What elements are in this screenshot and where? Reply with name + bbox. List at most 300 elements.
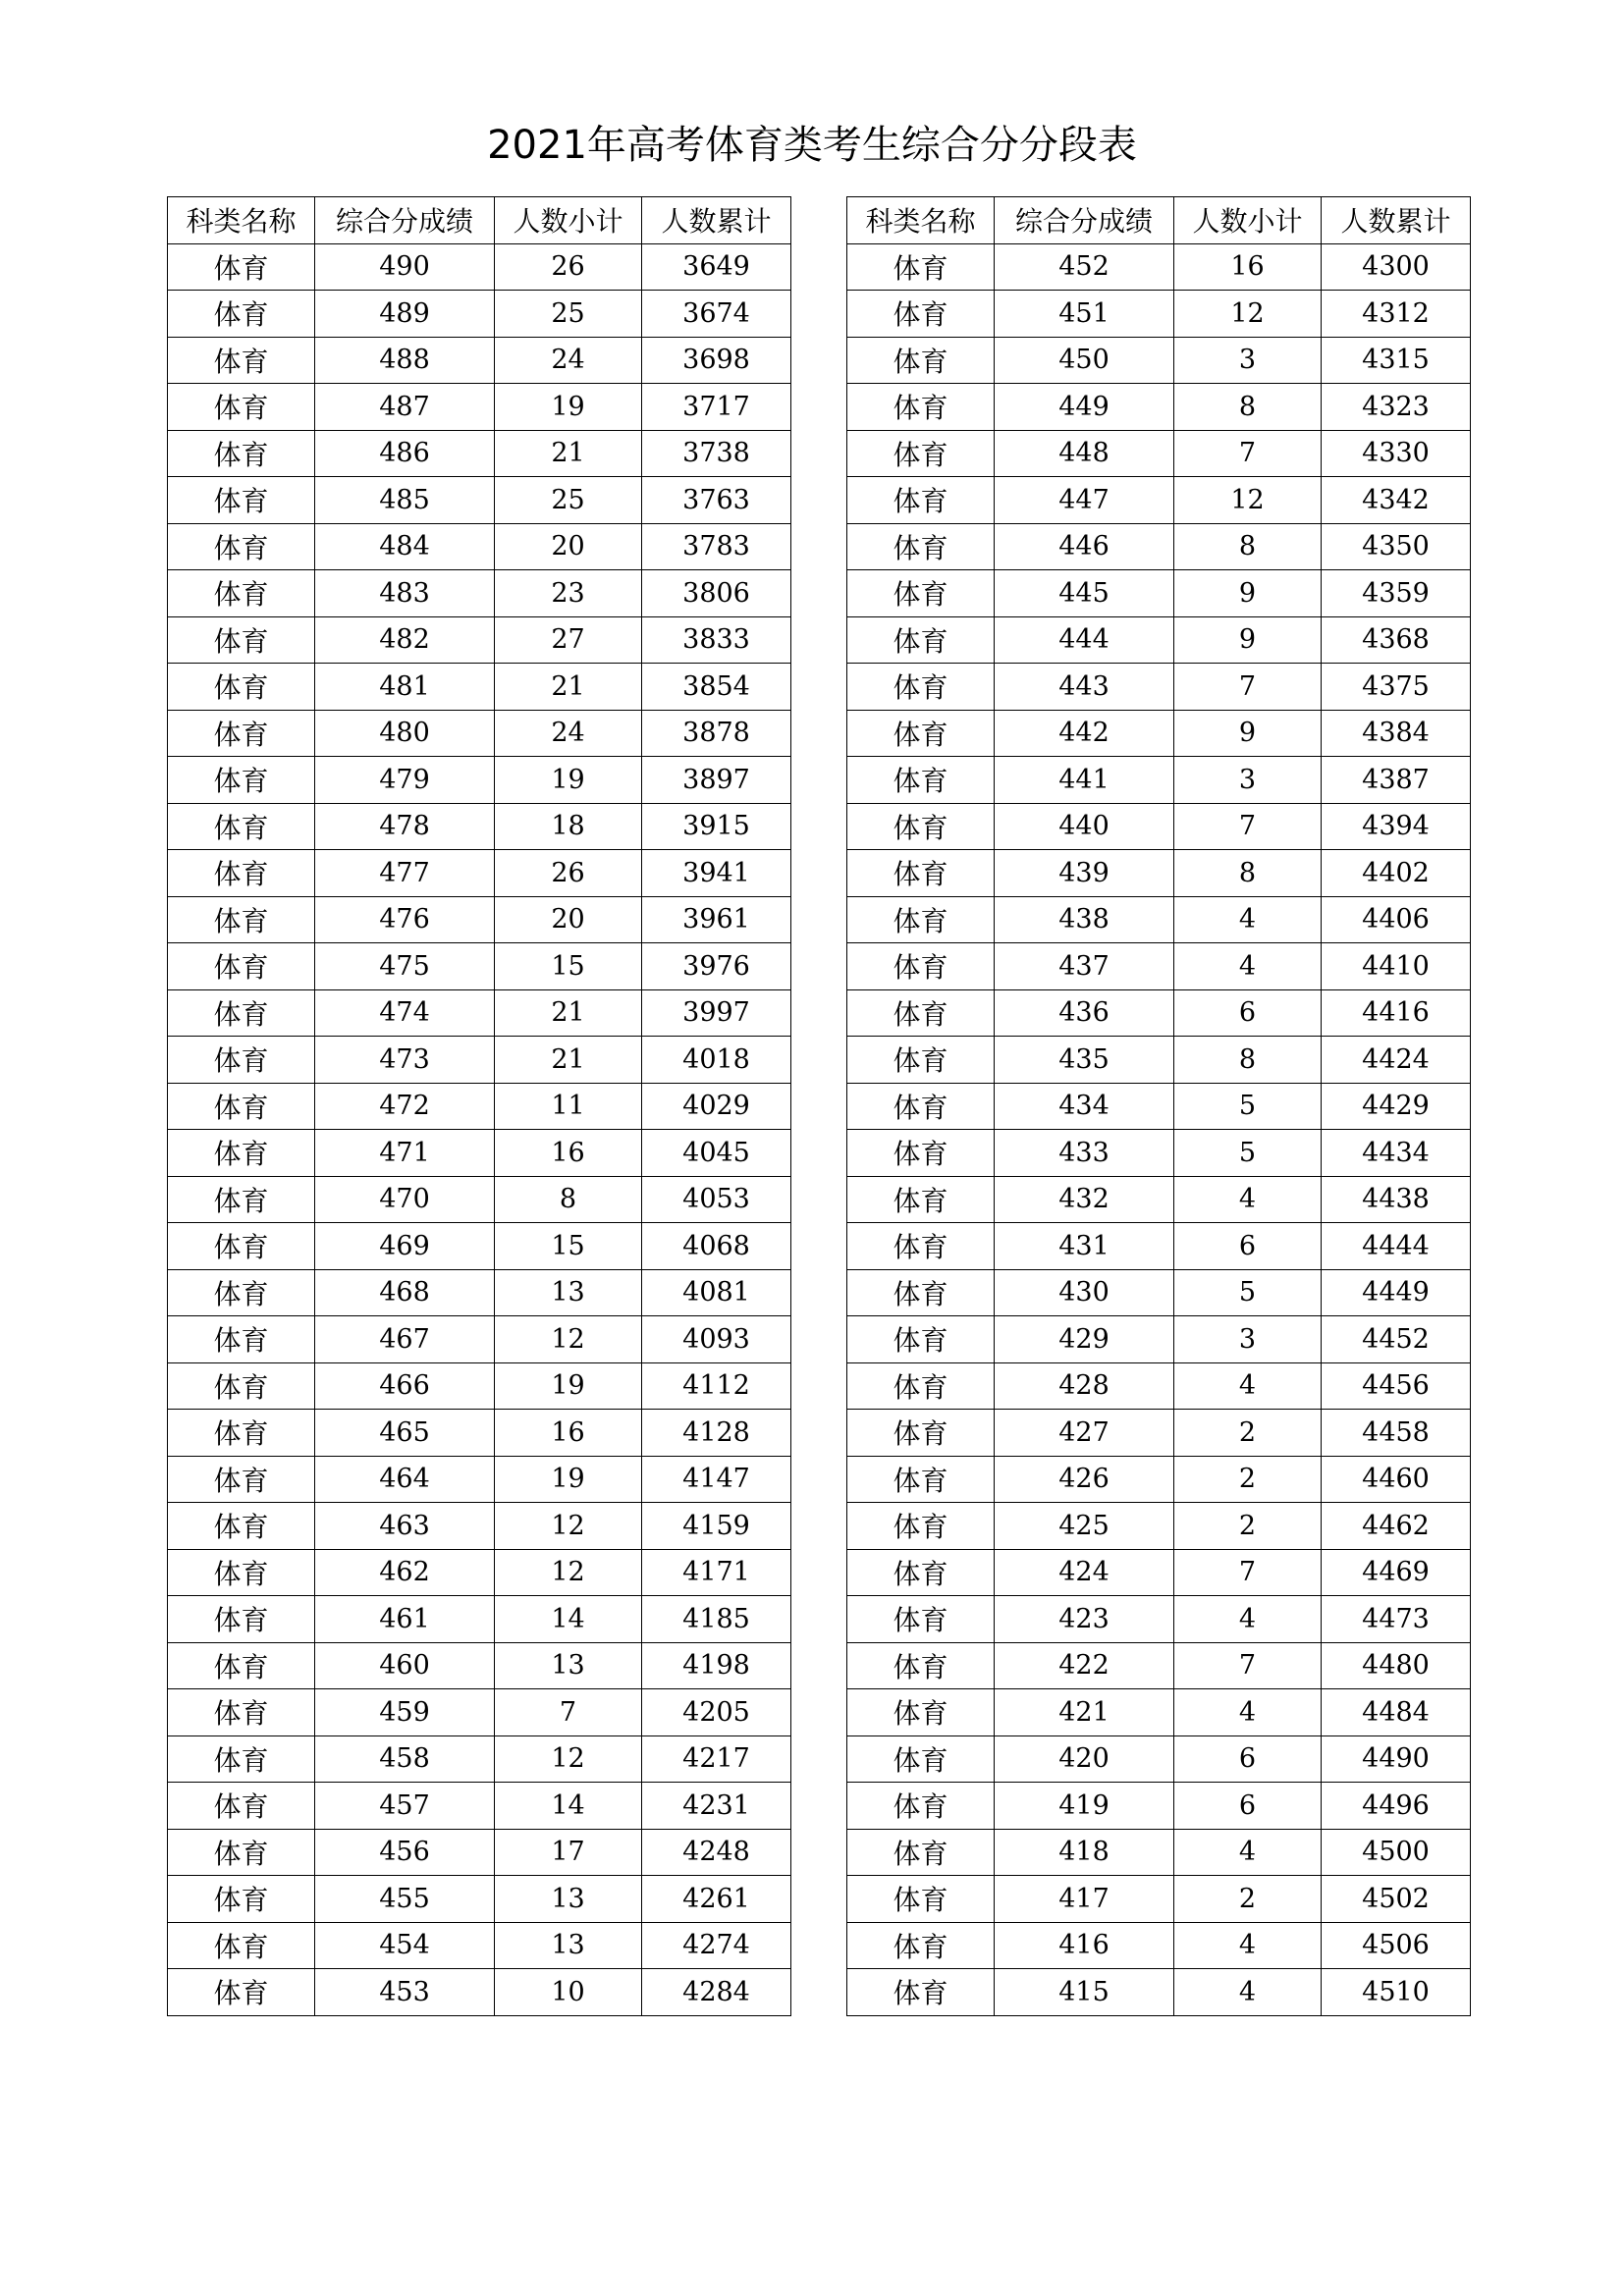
table-row — [847, 1083, 1471, 1130]
cell-subject: 体育 — [847, 1549, 995, 1596]
cell-subject: 体育 — [847, 1735, 995, 1783]
cell-score: 483 — [315, 570, 495, 617]
cell-count: 17 — [495, 1829, 642, 1876]
cell-score: 474 — [315, 989, 495, 1037]
cell-score: 484 — [315, 523, 495, 570]
table-row — [847, 1829, 1471, 1876]
cell-cumulative: 4112 — [642, 1362, 791, 1410]
cell-count: 4 — [1174, 896, 1322, 943]
cell-cumulative: 3961 — [642, 896, 791, 943]
cell-count: 12 — [1174, 477, 1322, 524]
table-row — [847, 616, 1471, 664]
cell-cumulative: 4093 — [642, 1316, 791, 1363]
cell-score: 457 — [315, 1783, 495, 1830]
table-row — [168, 1269, 791, 1316]
cell-subject: 体育 — [168, 430, 315, 477]
cell-score: 469 — [315, 1223, 495, 1270]
cell-subject: 体育 — [847, 1596, 995, 1643]
header-score: 综合分成绩 — [315, 197, 495, 244]
cell-subject: 体育 — [168, 1223, 315, 1270]
cell-score: 477 — [315, 850, 495, 897]
score-table-left — [167, 196, 791, 2016]
cell-count: 8 — [1174, 850, 1322, 897]
cell-count: 25 — [495, 291, 642, 338]
cell-score: 489 — [315, 291, 495, 338]
cell-subject: 体育 — [847, 337, 995, 384]
table-row — [168, 291, 791, 338]
cell-cumulative: 4323 — [1322, 384, 1471, 431]
table-row — [847, 1876, 1471, 1923]
cell-cumulative: 4452 — [1322, 1316, 1471, 1363]
cell-cumulative: 4018 — [642, 1037, 791, 1084]
table-row — [847, 477, 1471, 524]
cell-cumulative: 4429 — [1322, 1083, 1471, 1130]
cell-score: 460 — [315, 1642, 495, 1689]
table-row — [168, 1969, 791, 2016]
cell-count: 2 — [1174, 1503, 1322, 1550]
cell-subject: 体育 — [847, 384, 995, 431]
table-row — [847, 989, 1471, 1037]
table-row — [847, 430, 1471, 477]
cell-cumulative: 4159 — [642, 1503, 791, 1550]
cell-count: 4 — [1174, 1922, 1322, 1969]
cell-count: 16 — [495, 1410, 642, 1457]
table-row — [168, 989, 791, 1037]
cell-subject: 体育 — [847, 1316, 995, 1363]
cell-count: 4 — [1174, 1176, 1322, 1223]
cell-subject: 体育 — [847, 1410, 995, 1457]
cell-count: 8 — [495, 1176, 642, 1223]
cell-cumulative: 3976 — [642, 943, 791, 990]
cell-subject: 体育 — [168, 1549, 315, 1596]
table-row — [168, 1037, 791, 1084]
cell-count: 18 — [495, 803, 642, 850]
cell-cumulative: 3997 — [642, 989, 791, 1037]
table-row — [847, 1362, 1471, 1410]
table-row — [168, 1130, 791, 1177]
cell-score: 463 — [315, 1503, 495, 1550]
cell-cumulative: 4424 — [1322, 1037, 1471, 1084]
table-row — [847, 1269, 1471, 1316]
cell-score: 436 — [995, 989, 1174, 1037]
cell-subject: 体育 — [168, 1410, 315, 1457]
cell-subject: 体育 — [168, 1176, 315, 1223]
table-row — [168, 1735, 791, 1783]
cell-count: 7 — [1174, 1549, 1322, 1596]
cell-count: 14 — [495, 1596, 642, 1643]
cell-score: 458 — [315, 1735, 495, 1783]
cell-count: 3 — [1174, 1316, 1322, 1363]
cell-subject: 体育 — [168, 616, 315, 664]
cell-cumulative: 4274 — [642, 1922, 791, 1969]
cell-cumulative: 4350 — [1322, 523, 1471, 570]
table-row — [847, 896, 1471, 943]
table-row — [847, 523, 1471, 570]
table-row — [847, 1549, 1471, 1596]
cell-count: 13 — [495, 1642, 642, 1689]
cell-subject: 体育 — [847, 1456, 995, 1503]
cell-subject: 体育 — [168, 850, 315, 897]
cell-cumulative: 4406 — [1322, 896, 1471, 943]
cell-count: 4 — [1174, 943, 1322, 990]
cell-cumulative: 4081 — [642, 1269, 791, 1316]
header-score: 综合分成绩 — [995, 197, 1174, 244]
header-count: 人数小计 — [1174, 197, 1322, 244]
table-row — [168, 1876, 791, 1923]
cell-count: 5 — [1174, 1130, 1322, 1177]
cell-cumulative: 4171 — [642, 1549, 791, 1596]
cell-score: 447 — [995, 477, 1174, 524]
cell-subject: 体育 — [847, 1176, 995, 1223]
cell-score: 424 — [995, 1549, 1174, 1596]
cell-subject: 体育 — [847, 1503, 995, 1550]
table-row — [168, 1596, 791, 1643]
table-header-row — [847, 197, 1471, 244]
table-row — [847, 1735, 1471, 1783]
cell-score: 427 — [995, 1410, 1174, 1457]
cell-subject: 体育 — [847, 243, 995, 291]
cell-score: 416 — [995, 1922, 1174, 1969]
cell-score: 462 — [315, 1549, 495, 1596]
table-row — [168, 943, 791, 990]
cell-cumulative: 4185 — [642, 1596, 791, 1643]
table-row — [847, 664, 1471, 711]
cell-score: 470 — [315, 1176, 495, 1223]
table-row — [847, 1783, 1471, 1830]
cell-score: 435 — [995, 1037, 1174, 1084]
cell-score: 487 — [315, 384, 495, 431]
cell-count: 12 — [495, 1549, 642, 1596]
cell-score: 425 — [995, 1503, 1174, 1550]
cell-count: 4 — [1174, 1362, 1322, 1410]
cell-cumulative: 4384 — [1322, 710, 1471, 757]
cell-count: 4 — [1174, 1689, 1322, 1736]
cell-subject: 体育 — [168, 243, 315, 291]
table-row — [847, 384, 1471, 431]
cell-count: 7 — [1174, 430, 1322, 477]
cell-cumulative: 4300 — [1322, 243, 1471, 291]
cell-subject: 体育 — [847, 523, 995, 570]
table-row — [168, 243, 791, 291]
table-row — [168, 337, 791, 384]
cell-score: 442 — [995, 710, 1174, 757]
cell-cumulative: 4029 — [642, 1083, 791, 1130]
cell-score: 471 — [315, 1130, 495, 1177]
table-row — [168, 384, 791, 431]
cell-subject: 体育 — [168, 337, 315, 384]
table-row — [168, 850, 791, 897]
table-row — [168, 1362, 791, 1410]
cell-score: 440 — [995, 803, 1174, 850]
cell-subject: 体育 — [168, 1596, 315, 1643]
cell-score: 482 — [315, 616, 495, 664]
cell-count: 2 — [1174, 1456, 1322, 1503]
cell-cumulative: 3698 — [642, 337, 791, 384]
cell-cumulative: 3763 — [642, 477, 791, 524]
cell-subject: 体育 — [847, 1083, 995, 1130]
cell-cumulative: 4284 — [642, 1969, 791, 2016]
cell-score: 418 — [995, 1829, 1174, 1876]
cell-subject: 体育 — [168, 1130, 315, 1177]
cell-subject: 体育 — [847, 1876, 995, 1923]
cell-subject: 体育 — [168, 523, 315, 570]
cell-count: 16 — [495, 1130, 642, 1177]
cell-cumulative: 4205 — [642, 1689, 791, 1736]
table-row — [847, 1130, 1471, 1177]
cell-count: 15 — [495, 943, 642, 990]
cell-score: 459 — [315, 1689, 495, 1736]
table-row — [168, 803, 791, 850]
cell-score: 437 — [995, 943, 1174, 990]
cell-subject: 体育 — [168, 989, 315, 1037]
cell-subject: 体育 — [847, 477, 995, 524]
cell-subject: 体育 — [168, 943, 315, 990]
cell-cumulative: 3806 — [642, 570, 791, 617]
table-row — [168, 477, 791, 524]
cell-count: 8 — [1174, 384, 1322, 431]
cell-score: 464 — [315, 1456, 495, 1503]
cell-count: 6 — [1174, 1783, 1322, 1830]
cell-subject: 体育 — [168, 664, 315, 711]
cell-subject: 体育 — [168, 477, 315, 524]
cell-score: 444 — [995, 616, 1174, 664]
cell-score: 432 — [995, 1176, 1174, 1223]
cell-score: 415 — [995, 1969, 1174, 2016]
cell-subject: 体育 — [168, 757, 315, 804]
table-row — [847, 803, 1471, 850]
table-row — [847, 291, 1471, 338]
header-cumulative: 人数累计 — [642, 197, 791, 244]
cell-count: 13 — [495, 1922, 642, 1969]
cell-subject: 体育 — [168, 570, 315, 617]
table-row — [168, 1223, 791, 1270]
table-row — [168, 1410, 791, 1457]
cell-count: 5 — [1174, 1083, 1322, 1130]
cell-count: 21 — [495, 989, 642, 1037]
cell-score: 490 — [315, 243, 495, 291]
cell-score: 465 — [315, 1410, 495, 1457]
cell-count: 8 — [1174, 1037, 1322, 1084]
cell-count: 2 — [1174, 1410, 1322, 1457]
cell-cumulative: 4480 — [1322, 1642, 1471, 1689]
table-row — [168, 664, 791, 711]
cell-subject: 体育 — [168, 291, 315, 338]
cell-cumulative: 3897 — [642, 757, 791, 804]
cell-subject: 体育 — [168, 1642, 315, 1689]
table-row — [847, 757, 1471, 804]
cell-cumulative: 4462 — [1322, 1503, 1471, 1550]
table-row — [168, 710, 791, 757]
table-row — [847, 1503, 1471, 1550]
cell-count: 23 — [495, 570, 642, 617]
cell-subject: 体育 — [847, 616, 995, 664]
cell-cumulative: 3649 — [642, 243, 791, 291]
cell-cumulative: 3674 — [642, 291, 791, 338]
cell-score: 485 — [315, 477, 495, 524]
cell-count: 9 — [1174, 570, 1322, 617]
cell-cumulative: 4231 — [642, 1783, 791, 1830]
table-row — [847, 1037, 1471, 1084]
table-row — [168, 1549, 791, 1596]
cell-subject: 体育 — [847, 1829, 995, 1876]
cell-count: 9 — [1174, 616, 1322, 664]
header-count: 人数小计 — [495, 197, 642, 244]
cell-cumulative: 3783 — [642, 523, 791, 570]
score-table-right — [846, 196, 1471, 2016]
cell-subject: 体育 — [847, 943, 995, 990]
cell-score: 479 — [315, 757, 495, 804]
table-row — [168, 523, 791, 570]
table-row — [847, 1176, 1471, 1223]
cell-subject: 体育 — [847, 896, 995, 943]
cell-subject: 体育 — [168, 1829, 315, 1876]
table-row — [168, 1829, 791, 1876]
cell-count: 21 — [495, 1037, 642, 1084]
cell-subject: 体育 — [168, 803, 315, 850]
cell-count: 9 — [1174, 710, 1322, 757]
cell-count: 20 — [495, 523, 642, 570]
cell-subject: 体育 — [847, 664, 995, 711]
cell-cumulative: 3854 — [642, 664, 791, 711]
table-row — [168, 1783, 791, 1830]
cell-cumulative: 4416 — [1322, 989, 1471, 1037]
cell-score: 423 — [995, 1596, 1174, 1643]
cell-subject: 体育 — [168, 1876, 315, 1923]
table-row — [847, 943, 1471, 990]
cell-cumulative: 4312 — [1322, 291, 1471, 338]
cell-cumulative: 4248 — [642, 1829, 791, 1876]
cell-cumulative: 4438 — [1322, 1176, 1471, 1223]
cell-cumulative: 4045 — [642, 1130, 791, 1177]
cell-subject: 体育 — [168, 1456, 315, 1503]
cell-subject: 体育 — [168, 1362, 315, 1410]
cell-cumulative: 4387 — [1322, 757, 1471, 804]
cell-cumulative: 4444 — [1322, 1223, 1471, 1270]
table-row — [847, 1316, 1471, 1363]
cell-cumulative: 4456 — [1322, 1362, 1471, 1410]
cell-score: 419 — [995, 1783, 1174, 1830]
cell-score: 449 — [995, 384, 1174, 431]
cell-score: 451 — [995, 291, 1174, 338]
cell-count: 16 — [1174, 243, 1322, 291]
cell-cumulative: 4458 — [1322, 1410, 1471, 1457]
cell-score: 441 — [995, 757, 1174, 804]
table-row — [168, 430, 791, 477]
cell-subject: 体育 — [847, 1689, 995, 1736]
cell-score: 450 — [995, 337, 1174, 384]
cell-count: 26 — [495, 243, 642, 291]
cell-cumulative: 4198 — [642, 1642, 791, 1689]
cell-subject: 体育 — [168, 384, 315, 431]
cell-score: 431 — [995, 1223, 1174, 1270]
cell-score: 428 — [995, 1362, 1174, 1410]
cell-subject: 体育 — [847, 850, 995, 897]
cell-score: 420 — [995, 1735, 1174, 1783]
cell-cumulative: 3833 — [642, 616, 791, 664]
cell-score: 430 — [995, 1269, 1174, 1316]
cell-cumulative: 4261 — [642, 1876, 791, 1923]
cell-subject: 体育 — [847, 989, 995, 1037]
cell-score: 466 — [315, 1362, 495, 1410]
cell-count: 19 — [495, 1362, 642, 1410]
cell-score: 453 — [315, 1969, 495, 2016]
cell-count: 20 — [495, 896, 642, 943]
table-row — [847, 1596, 1471, 1643]
table-row — [168, 616, 791, 664]
cell-subject: 体育 — [847, 570, 995, 617]
cell-count: 7 — [495, 1689, 642, 1736]
header-cumulative: 人数累计 — [1322, 197, 1471, 244]
cell-subject: 体育 — [168, 1735, 315, 1783]
cell-score: 448 — [995, 430, 1174, 477]
table-header-row — [168, 197, 791, 244]
cell-cumulative: 4490 — [1322, 1735, 1471, 1783]
cell-count: 6 — [1174, 989, 1322, 1037]
cell-count: 12 — [1174, 291, 1322, 338]
cell-cumulative: 4449 — [1322, 1269, 1471, 1316]
cell-cumulative: 4484 — [1322, 1689, 1471, 1736]
cell-cumulative: 4342 — [1322, 477, 1471, 524]
cell-subject: 体育 — [847, 430, 995, 477]
cell-score: 429 — [995, 1316, 1174, 1363]
cell-count: 3 — [1174, 757, 1322, 804]
cell-score: 455 — [315, 1876, 495, 1923]
cell-subject: 体育 — [847, 1783, 995, 1830]
cell-count: 19 — [495, 1456, 642, 1503]
cell-cumulative: 3878 — [642, 710, 791, 757]
cell-subject: 体育 — [847, 1642, 995, 1689]
cell-cumulative: 4402 — [1322, 850, 1471, 897]
cell-count: 19 — [495, 384, 642, 431]
table-row — [168, 1083, 791, 1130]
cell-cumulative: 4460 — [1322, 1456, 1471, 1503]
cell-subject: 体育 — [847, 291, 995, 338]
cell-subject: 体育 — [847, 1269, 995, 1316]
cell-subject: 体育 — [847, 1037, 995, 1084]
cell-subject: 体育 — [847, 1969, 995, 2016]
cell-count: 24 — [495, 337, 642, 384]
cell-count: 15 — [495, 1223, 642, 1270]
cell-count: 10 — [495, 1969, 642, 2016]
cell-score: 433 — [995, 1130, 1174, 1177]
cell-score: 473 — [315, 1037, 495, 1084]
cell-score: 476 — [315, 896, 495, 943]
cell-score: 438 — [995, 896, 1174, 943]
table-row — [847, 1642, 1471, 1689]
cell-score: 481 — [315, 664, 495, 711]
cell-subject: 体育 — [168, 1969, 315, 2016]
table-row — [168, 1503, 791, 1550]
cell-subject: 体育 — [168, 1503, 315, 1550]
table-row — [168, 1316, 791, 1363]
cell-score: 472 — [315, 1083, 495, 1130]
cell-subject: 体育 — [847, 1223, 995, 1270]
cell-count: 13 — [495, 1876, 642, 1923]
table-row — [847, 1689, 1471, 1736]
cell-score: 443 — [995, 664, 1174, 711]
cell-count: 21 — [495, 430, 642, 477]
cell-score: 467 — [315, 1316, 495, 1363]
cell-cumulative: 4506 — [1322, 1922, 1471, 1969]
cell-cumulative: 4510 — [1322, 1969, 1471, 2016]
header-subject: 科类名称 — [847, 197, 995, 244]
table-row — [847, 243, 1471, 291]
cell-cumulative: 3738 — [642, 430, 791, 477]
table-row — [847, 1969, 1471, 2016]
cell-cumulative: 4434 — [1322, 1130, 1471, 1177]
cell-count: 3 — [1174, 337, 1322, 384]
cell-score: 475 — [315, 943, 495, 990]
